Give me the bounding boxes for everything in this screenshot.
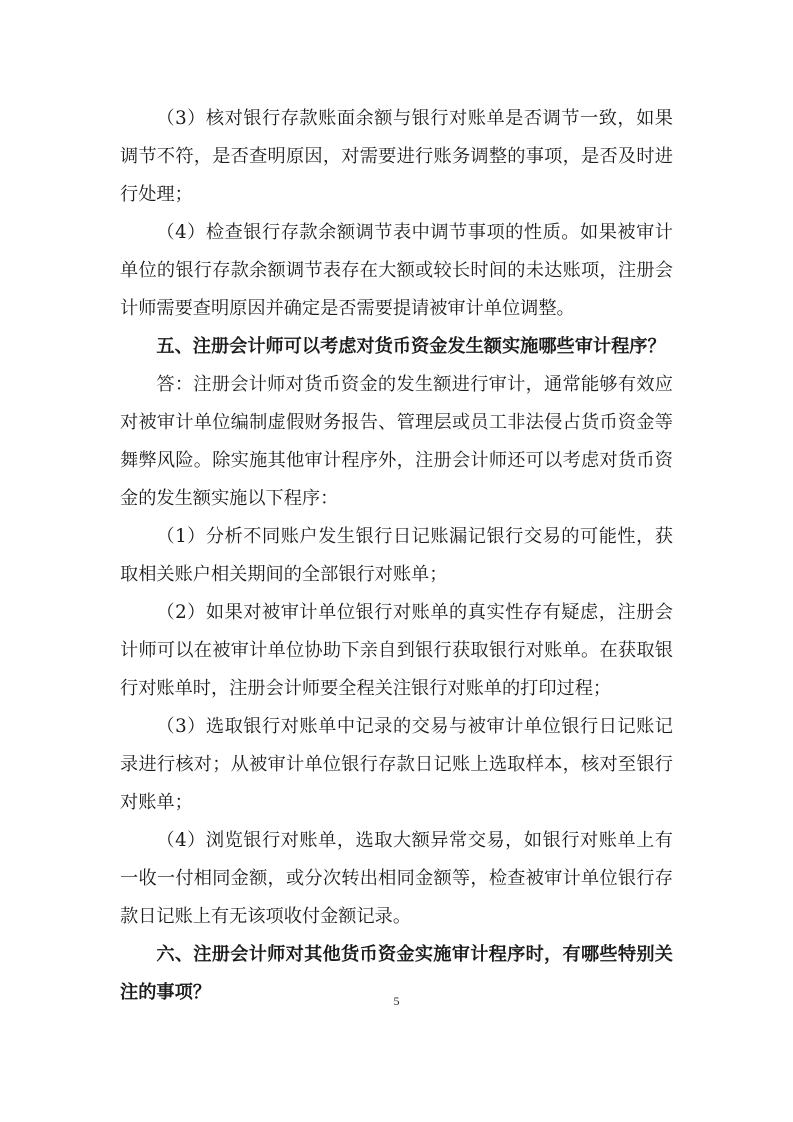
page-body [120,100,673,1012]
page-number: 5 [393,994,400,1008]
section-5-item-3: （3）选取银行对账单中记录的交易与被审计单位银行日记账记录进行核对；从被审计单位银行存款日记账上选取样本，核对至银行对账单； [120,716,673,813]
paragraph-item-3: （3）核对银行存款账面余额与银行对账单是否调节一致，如果调节不符，是否查明原因，对需要进行账务调整的事项，是否及时进行处理； [120,108,673,205]
section-5-item-2: （2）如果对被审计单位银行对账单的真实性存有疑虑，注册会计师可以在被审计单位协助下亲自到银行获取银行对账单。在获取银行对账单时，注册会计师要全程关注银行对账单的打印过程； [120,602,673,699]
section-5-item-4: （4）浏览银行对账单，选取大额异常交易，如银行对账单上有一收一付相同金额，或分次转出相同金额等，检查被审计单位银行存款日记账上有无该项收付金额记录。 [120,830,673,927]
section-5-heading: 五、注册会计师可以考虑对货币资金发生额实施哪些审计程序？ [156,336,666,357]
section-5-answer: 答：注册会计师对货币资金的发生额进行审计，通常能够有效应对被审计单位编制虚假财务报告、管理层或员工非法侵占货币资金等舞弊风险。除实施其他审计程序外，注册会计师还可以考虑对货币资金的发生额实施以下程序： [120,374,673,509]
paragraph-item-4: （4）检查银行存款余额调节表中调节事项的性质。如果被审计单位的银行存款余额调节表存在大额或较长时间的未达账项，注册会计师需要查明原因并确定是否需要提请被审计单位调整。 [120,222,673,319]
section-5-item-1: （1）分析不同账户发生银行日记账漏记银行交易的可能性，获取相关账户相关期间的全部银行对账单； [120,526,673,585]
section-6-heading: 六、注册会计师对其他货币资金实施审计程序时，有哪些特别关注的事项？ [120,944,673,1003]
